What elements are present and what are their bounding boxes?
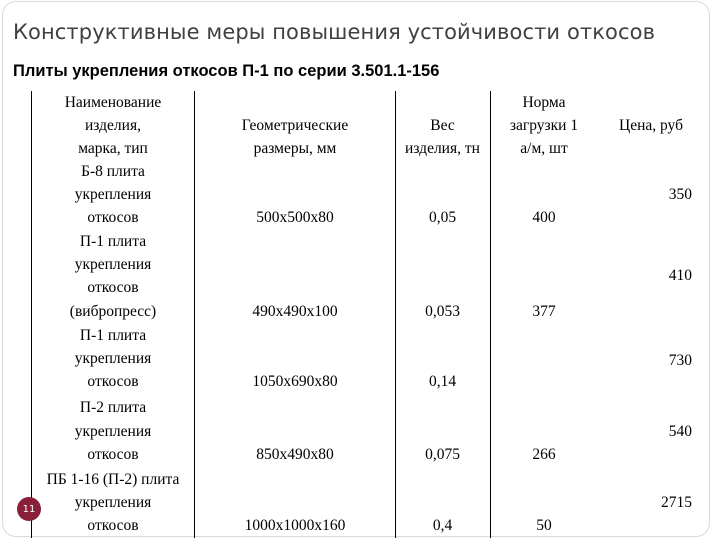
header-weight-line-2: изделия, тн: [405, 140, 480, 157]
row-3-weight: 0,14: [428, 373, 457, 390]
row-3-name-line-2: укрепления: [74, 350, 152, 367]
row-1-price: 350: [668, 186, 692, 203]
row-1-name-line-1: Б-8 плита: [81, 163, 145, 180]
row-5-size: 1000х1000х160: [244, 517, 346, 534]
slide-title: Конструктивные меры повышения устойчивости откосов: [13, 20, 656, 44]
row-2-price: 410: [668, 267, 692, 284]
header-size-line-1: Геометрические: [241, 117, 349, 134]
row-2-size: 490х490х100: [252, 303, 338, 320]
header-name-line-1: Наименование: [64, 94, 162, 111]
row-4-name-line-1: П-2 плита: [79, 399, 147, 416]
row-4-norm: 266: [532, 446, 556, 463]
slide-subtitle: Плиты укрепления откосов П-1 по серии 3.501.1-156: [13, 62, 440, 80]
row-1-name-line-2: укрепления: [74, 186, 152, 203]
header-norm-line-3: а/м, шт: [520, 140, 568, 157]
row-5-weight: 0,4: [432, 517, 453, 534]
header-norm-line-1: Норма: [522, 94, 566, 111]
header-name-line-2: изделия,: [85, 117, 141, 134]
row-1-weight: 0,05: [428, 209, 457, 226]
row-4-name-line-2: укрепления: [74, 423, 152, 440]
row-2-name-line-4: (вибропресс): [69, 303, 157, 320]
row-5-name-line-1: ПБ 1-16 (П-2) плита: [46, 471, 180, 488]
row-5-name-line-2: укрепления: [74, 494, 152, 511]
header-weight-line-1: Вес: [430, 117, 455, 134]
row-2-norm: 377: [532, 303, 556, 320]
row-4-size: 850х490х80: [256, 446, 334, 463]
slide-number-badge: 11: [17, 497, 41, 521]
row-5-name-line-3: откосов: [87, 517, 139, 534]
row-2-weight: 0,053: [425, 303, 460, 320]
row-4-price: 540: [668, 423, 692, 440]
row-1-name-line-3: откосов: [87, 209, 139, 226]
header-name-line-3: марка, тип: [78, 140, 148, 157]
row-2-name-line-3: откосов: [87, 279, 139, 296]
row-3-size: 1050х690х80: [252, 373, 338, 390]
row-1-size: 500х500х80: [256, 209, 334, 226]
header-price: Цена, руб: [619, 117, 683, 134]
row-2-name-line-2: укрепления: [74, 256, 152, 273]
header-size-line-2: размеры, мм: [253, 140, 337, 157]
header-norm-line-2: загрузки 1: [509, 117, 579, 134]
row-4-name-line-3: откосов: [87, 446, 139, 463]
row-5-price: 2715: [661, 494, 692, 511]
row-4-weight: 0,075: [425, 446, 460, 463]
row-1-norm: 400: [532, 209, 556, 226]
row-3-name-line-1: П-1 плита: [79, 327, 147, 344]
row-3-price: 730: [668, 352, 692, 369]
row-5-norm: 50: [536, 517, 552, 534]
row-2-name-line-1: П-1 плита: [79, 233, 147, 250]
row-3-name-line-3: откосов: [87, 373, 139, 390]
